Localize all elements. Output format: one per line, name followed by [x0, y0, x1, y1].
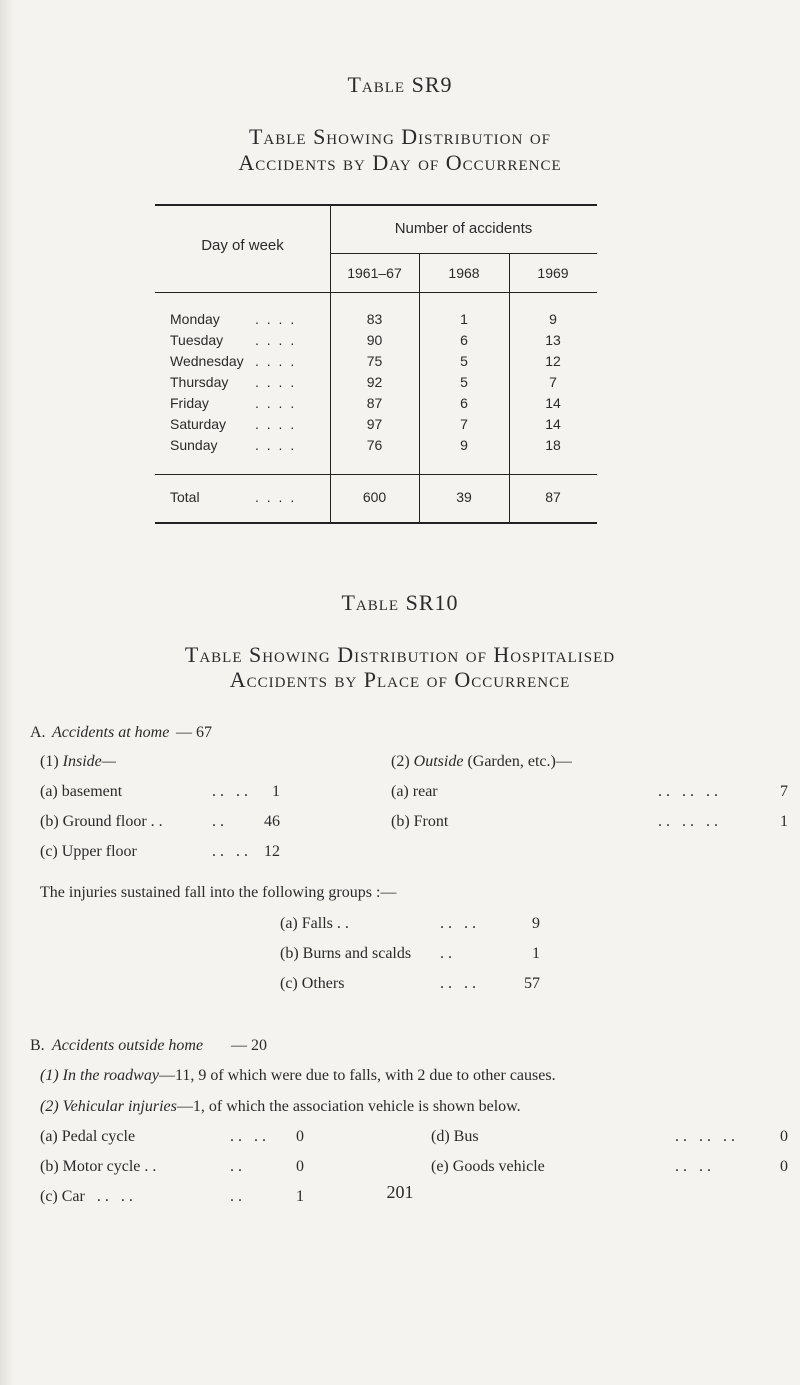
- sr10-title-line1: Table Showing Distribution of Hospitalised: [184, 642, 616, 667]
- list-item-label: (a) Falls . .: [280, 915, 349, 932]
- total-1961-67: 600: [362, 489, 387, 505]
- list-item-value: 46: [264, 813, 280, 830]
- sr9-title-line2: Accidents by Day of Occurrence: [238, 150, 562, 175]
- vehicular-text: —1, of which the association vehicle is shown below.: [176, 1098, 521, 1115]
- row-value-cell: 9: [549, 311, 557, 327]
- row-value-cell: 90: [366, 332, 383, 348]
- row-day-label: Tuesday: [170, 332, 224, 348]
- list-item-label: (c) Car . . . .: [40, 1188, 133, 1205]
- row-day-label: Monday: [170, 311, 220, 327]
- list-item-dots: . . . .: [212, 843, 248, 860]
- row-value-cell: 13: [545, 332, 561, 348]
- row-leader-dots: . . . .: [255, 332, 297, 348]
- row-leader-dots: . . . .: [255, 416, 297, 432]
- inside-title: (1) Inside—: [40, 753, 116, 770]
- list-item-value: 1: [532, 945, 540, 962]
- list-item-dots: . . . .: [212, 783, 248, 800]
- section-b-count: — 20: [231, 1037, 267, 1054]
- list-item-label: (c) Upper floor: [40, 843, 137, 860]
- list-item-value: 1: [296, 1188, 304, 1205]
- list-item-value: 0: [296, 1158, 304, 1175]
- row-value-cell: 75: [366, 353, 383, 369]
- col-header-year-3: 1969: [537, 265, 569, 281]
- sr10-title-line2: Accidents by Place of Occurrence: [229, 667, 571, 692]
- row-value-cell: 92: [366, 374, 383, 390]
- list-item-label: (a) basement: [40, 783, 123, 800]
- row-day-label: Saturday: [170, 416, 227, 432]
- row-value-cell: 9: [460, 437, 468, 453]
- row-value-cell: 14: [545, 416, 561, 432]
- list-item-label: (d) Bus: [431, 1128, 479, 1145]
- list-item-label: (c) Others: [280, 975, 345, 992]
- row-value-cell: 18: [545, 437, 561, 453]
- row-value-cell: 1: [460, 311, 468, 327]
- outside-title: (2) Outside (Garden, etc.)—: [391, 753, 572, 770]
- row-value-cell: 97: [366, 416, 383, 432]
- row-value-cell: 76: [366, 437, 383, 453]
- list-item-value: 0: [780, 1128, 788, 1145]
- list-item-value: 1: [780, 813, 788, 830]
- row-leader-dots: . . . .: [255, 311, 297, 327]
- list-item-label: (b) Ground floor . .: [40, 813, 163, 830]
- row-value-cell: 6: [460, 395, 468, 411]
- list-item-label: (b) Front: [391, 813, 449, 830]
- list-item-label: (b) Burns and scalds: [280, 945, 412, 962]
- vehicular-label: (2) Vehicular injuries: [40, 1098, 177, 1115]
- roadway-label: (1) In the roadway: [40, 1067, 159, 1084]
- list-item-label: (b) Motor cycle . .: [40, 1158, 157, 1175]
- total-1968: 39: [456, 489, 472, 505]
- total-leader-dots: . . . .: [255, 489, 297, 505]
- injuries-intro: The injuries sustained fall into the following groups :—: [40, 884, 397, 901]
- row-day-label: Friday: [170, 395, 209, 411]
- row-value-cell: 83: [366, 311, 383, 327]
- row-value-cell: 7: [549, 374, 557, 390]
- section-b-title: Accidents outside home: [52, 1037, 204, 1054]
- row-leader-dots: . . . .: [255, 395, 297, 411]
- total-label: Total: [170, 489, 200, 505]
- row-leader-dots: . . . .: [255, 374, 297, 390]
- vehicular-line: [40, 1098, 521, 1116]
- list-item-dots: . .: [440, 945, 452, 962]
- sr9-year-rule: [330, 253, 597, 254]
- sr9-heading: Table SR9: [347, 72, 453, 97]
- section-a-count: — 67: [176, 724, 212, 741]
- row-value-cell: 5: [460, 353, 468, 369]
- sr9-total-rule: [155, 474, 597, 475]
- list-item-label: (e) Goods vehicle: [431, 1158, 545, 1175]
- total-1969: 87: [545, 489, 561, 505]
- list-item-dots: . . . . . .: [658, 783, 718, 800]
- list-item-value: 0: [296, 1128, 304, 1145]
- list-item-value: 57: [524, 975, 540, 992]
- list-item-dots: . . . . . .: [658, 813, 718, 830]
- list-item-dots: . .: [230, 1188, 242, 1205]
- row-value-cell: 12: [545, 353, 561, 369]
- list-item-dots: . . . .: [440, 915, 476, 932]
- row-leader-dots: . . . .: [255, 437, 297, 453]
- row-value-cell: 5: [460, 374, 468, 390]
- roadway-line: [40, 1067, 556, 1085]
- row-value-cell: 87: [366, 395, 383, 411]
- sr9-top-rule: [155, 204, 597, 206]
- row-value-cell: 7: [460, 416, 468, 432]
- section-a-marker: A.: [30, 724, 46, 741]
- list-item-value: 12: [264, 843, 280, 860]
- col-header-day: Day of week: [201, 237, 284, 254]
- roadway-text: —11, 9 of which were due to falls, with 2 due to other causes.: [158, 1067, 556, 1084]
- list-item-dots: . . . .: [230, 1128, 266, 1145]
- section-a-title: Accidents at home: [52, 724, 170, 741]
- sr10-heading: Table SR10: [341, 590, 459, 615]
- row-value-cell: 14: [545, 395, 561, 411]
- page-number: 201: [386, 1182, 414, 1202]
- row-day-label: Sunday: [170, 437, 218, 453]
- col-header-number: Number of accidents: [394, 220, 533, 237]
- list-item-value: 9: [532, 915, 540, 932]
- sr9-bottom-rule: [155, 522, 597, 524]
- list-item-dots: . .: [230, 1158, 242, 1175]
- list-item-dots: . . . .: [675, 1158, 711, 1175]
- row-leader-dots: . . . .: [255, 353, 297, 369]
- list-item-dots: . . . . . .: [675, 1128, 735, 1145]
- list-item-dots: . .: [212, 813, 224, 830]
- list-item-label: (a) Pedal cycle: [40, 1128, 136, 1145]
- list-item-value: 1: [272, 783, 280, 800]
- col-header-year-2: 1968: [448, 265, 480, 281]
- list-item-label: (a) rear: [391, 783, 438, 800]
- sr9-header-rule: [155, 292, 597, 293]
- list-item-value: 0: [780, 1158, 788, 1175]
- section-b-marker: B.: [30, 1037, 45, 1054]
- row-value-cell: 6: [460, 332, 468, 348]
- col-header-year-1: 1961–67: [347, 265, 402, 281]
- row-day-label: Thursday: [170, 374, 229, 390]
- list-item-dots: . . . .: [440, 975, 476, 992]
- list-item-value: 7: [780, 783, 788, 800]
- sr9-title-line1: Table Showing Distribution of: [248, 124, 552, 149]
- row-day-label: Wednesday: [170, 353, 244, 369]
